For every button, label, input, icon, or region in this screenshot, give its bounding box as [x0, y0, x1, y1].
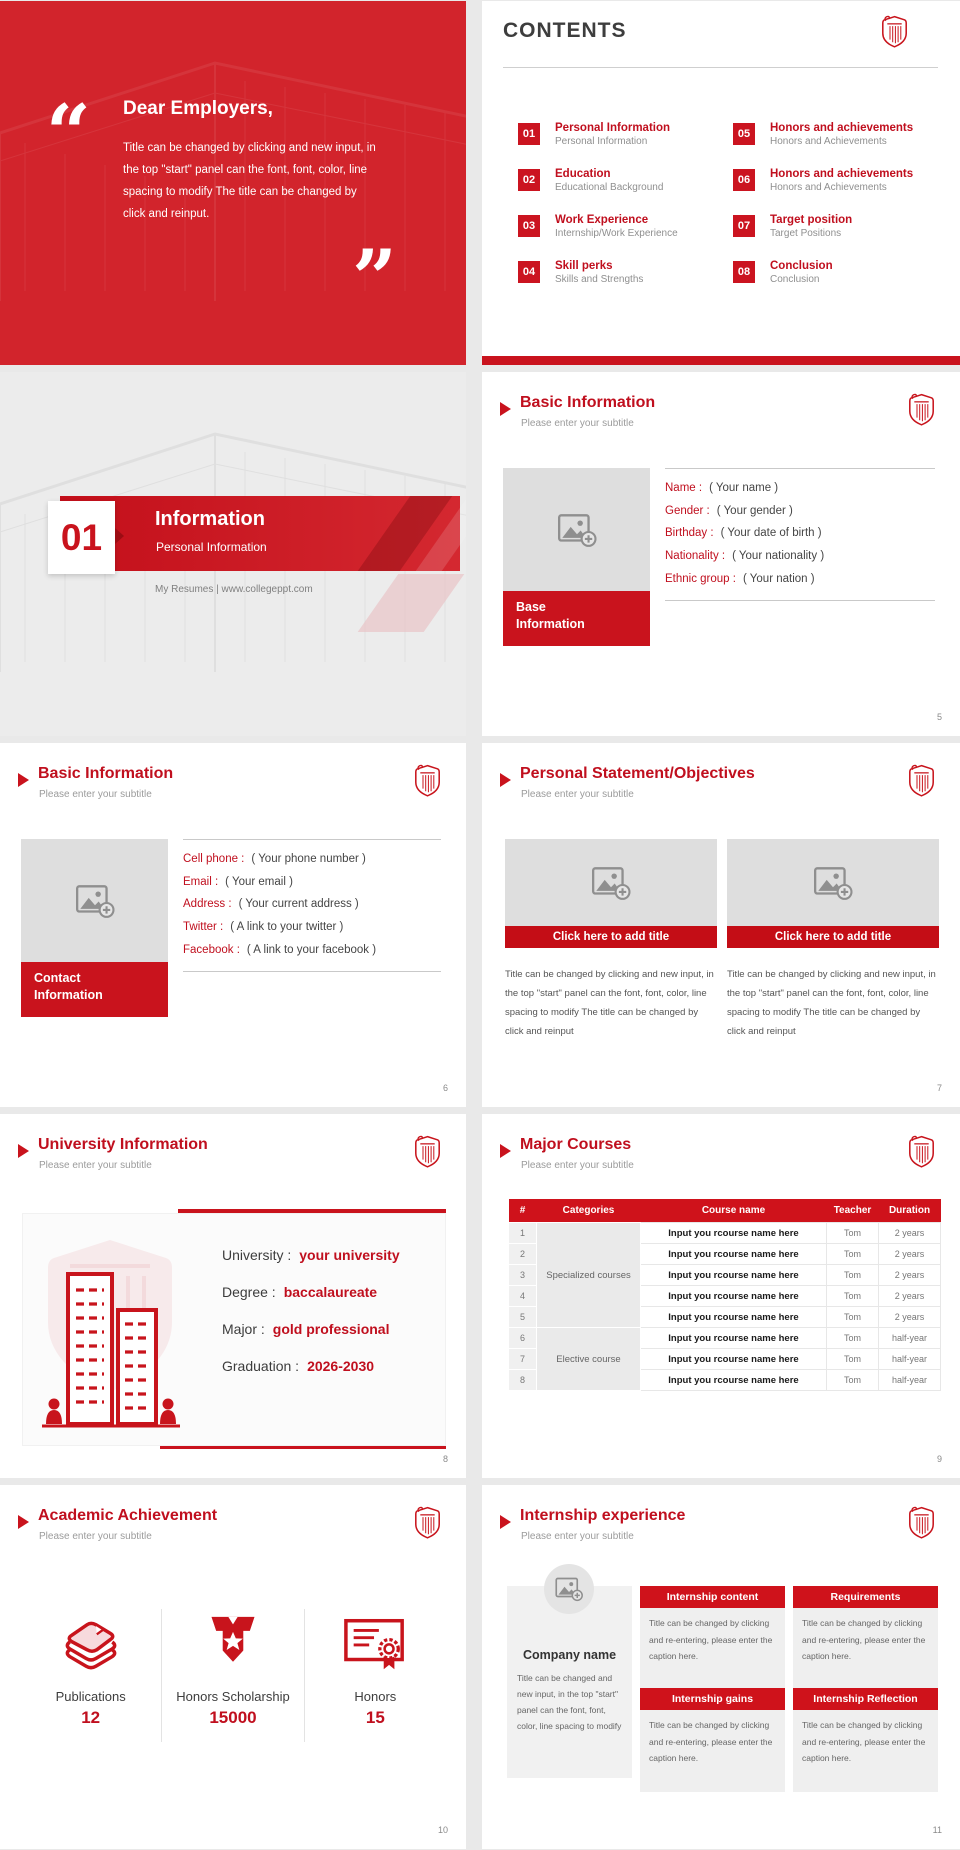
section-footer: My Resumes | www.collegeppt.com: [155, 584, 313, 595]
photo-placeholder[interactable]: [21, 839, 168, 962]
title-arrow-icon: [500, 402, 511, 416]
page-title: Personal Statement/Objectives: [520, 765, 755, 782]
slide-university-information[interactable]: [0, 1114, 466, 1478]
field-label: Gender :: [665, 504, 710, 517]
stat-label: Honors: [354, 1689, 397, 1704]
contents-title: CONTENTS: [503, 19, 627, 42]
toc-number-badge: 03: [518, 215, 540, 237]
university-shield-icon: [908, 392, 935, 427]
field-row: [183, 938, 458, 961]
page-subtitle: Please enter your subtitle: [39, 789, 152, 800]
field-row: [665, 567, 940, 590]
toc-item-subtitle: Skills and Strengths: [555, 274, 644, 286]
section-subtitle: Personal Information: [156, 540, 267, 554]
field-label: Degree :: [222, 1283, 276, 1300]
courses-table: [508, 1199, 941, 1391]
photo-placeholder[interactable]: [503, 468, 650, 591]
section-number: 01: [60, 516, 103, 558]
divider-line: [183, 971, 441, 972]
toc-item[interactable]: [733, 259, 948, 305]
field-value: ( Your phone number ): [251, 853, 366, 866]
info-badge: Base Information: [503, 591, 650, 646]
field-label: Cell phone :: [183, 853, 245, 866]
field-value: ( Your current address ): [238, 898, 359, 911]
stat-item: [304, 1609, 446, 1742]
toc-item-title: Education: [555, 168, 611, 180]
field-row: [222, 1273, 400, 1310]
field-label: Major :: [222, 1320, 265, 1337]
add-image-icon: [812, 865, 854, 901]
toc-number-badge: 08: [733, 261, 755, 283]
page-title: Basic Information: [38, 765, 174, 782]
open-quote-mark: “: [46, 88, 91, 179]
field-row: [665, 500, 940, 523]
accent-line: [160, 1446, 446, 1449]
stat-value: 15000: [209, 1708, 257, 1727]
toc-number-badge: 04: [518, 261, 540, 283]
field-list: [665, 477, 940, 590]
panel-body-text: Title can be changed by clicking and re-entering, please enter the caption here.: [640, 1710, 785, 1792]
panel-body-text: Title can be changed by clicking and re-entering, please enter the caption here.: [793, 1608, 938, 1690]
achievement-stats: [20, 1609, 446, 1742]
field-list: [183, 848, 458, 961]
table-row: 8 Input you rcourse name here Tom half-year: [509, 1370, 941, 1391]
cover-heading: Dear Employers,: [123, 98, 273, 119]
toc-number-badge: 06: [733, 169, 755, 191]
toc-item-title: Honors and achievements: [770, 168, 914, 180]
field-row: [183, 871, 458, 894]
toc-item-subtitle: Honors and Achievements: [770, 136, 887, 148]
toc-item-subtitle: Educational Background: [555, 182, 664, 194]
contents-column-left: [518, 121, 733, 305]
field-value: ( Your name ): [709, 482, 779, 495]
page-number: 7: [936, 1083, 942, 1093]
panel-body-text: Title can be changed by clicking and re-entering, please enter the caption here.: [793, 1710, 938, 1792]
title-arrow-icon: [18, 1144, 29, 1158]
internship-panel: [793, 1586, 938, 1690]
toc-item[interactable]: [733, 213, 948, 259]
column-header: Course name: [641, 1199, 827, 1223]
field-label: Address :: [183, 898, 232, 911]
add-title-button[interactable]: Click here to add title: [505, 926, 717, 948]
title-arrow-icon: [500, 1515, 511, 1529]
table-row: 5 Input you rcourse name here Tom 2 years: [509, 1307, 941, 1328]
page-subtitle: Please enter your subtitle: [521, 1531, 634, 1542]
university-shield-icon: [908, 1134, 935, 1169]
panel-body-text: Title can be changed by clicking and re-entering, please enter the caption here.: [640, 1608, 785, 1690]
field-label: Nationality :: [665, 550, 726, 563]
field-value: 2026-2030: [307, 1357, 375, 1374]
toc-item-subtitle: Conclusion: [770, 274, 820, 286]
toc-number-badge: 05: [733, 123, 755, 145]
university-shield-icon: [881, 14, 908, 49]
university-shield-icon: [414, 1505, 441, 1540]
page-subtitle: Please enter your subtitle: [521, 418, 634, 429]
photo-placeholder[interactable]: [505, 839, 717, 926]
field-value: ( A link to your twitter ): [230, 921, 344, 934]
page-title: Academic Achievement: [38, 1507, 218, 1524]
field-value: ( Your nationality ): [732, 550, 825, 563]
toc-item[interactable]: [518, 167, 733, 213]
stat-label: Publications: [55, 1689, 126, 1704]
page-number: 10: [437, 1825, 448, 1835]
field-label: Name :: [665, 482, 703, 495]
page-subtitle: Please enter your subtitle: [521, 789, 634, 800]
field-row: [665, 522, 940, 545]
slide-cover-quote[interactable]: [0, 1, 466, 365]
page-number: 11: [932, 1825, 942, 1835]
add-image-icon: [556, 512, 598, 548]
field-value: ( Your nation ): [742, 572, 815, 585]
toc-item[interactable]: [733, 167, 948, 213]
contents-column-right: [733, 121, 948, 305]
university-shield-icon: [414, 763, 441, 798]
honors-certificate-icon: [305, 1615, 446, 1673]
field-row: [665, 477, 940, 500]
university-shield-icon: [908, 1505, 935, 1540]
column-header: #: [509, 1199, 537, 1223]
scholarship-medal-icon: [162, 1615, 303, 1673]
internship-panel: [793, 1688, 938, 1792]
field-label: Graduation :: [222, 1357, 300, 1374]
page-title: Basic Information: [520, 394, 656, 411]
page-subtitle: Please enter your subtitle: [521, 1160, 634, 1171]
field-row: [222, 1236, 400, 1273]
section-title: Information: [155, 508, 265, 530]
add-title-button[interactable]: Click here to add title: [727, 926, 939, 948]
toc-item-title: Target position: [770, 214, 853, 226]
field-row: [183, 916, 458, 939]
panel-title-bar: Internship content: [640, 1586, 785, 1608]
company-name: Company name: [522, 1648, 617, 1662]
page-number: 8: [442, 1454, 448, 1464]
publications-books-icon: [20, 1615, 161, 1673]
company-card: [507, 1586, 632, 1778]
slide-contact-information[interactable]: [0, 743, 466, 1107]
title-arrow-icon: [18, 1515, 29, 1529]
page-title: Internship experience: [520, 1507, 686, 1524]
field-value: ( Your date of birth ): [720, 527, 822, 540]
campus-building-illustration: [30, 1226, 190, 1438]
add-image-icon: [590, 865, 632, 901]
add-image-icon: [74, 883, 116, 919]
column-header: Categories: [537, 1199, 641, 1223]
section-number-box: [48, 501, 115, 574]
add-image-icon: [554, 1576, 584, 1602]
info-badge: Contact Information: [21, 962, 168, 1017]
table-row: 1 Specialized courses Input you rcourse name here Tom 2 years: [509, 1223, 941, 1244]
field-label: University :: [222, 1246, 292, 1263]
page-number: 6: [442, 1083, 448, 1093]
toc-item-subtitle: Target Positions: [770, 228, 842, 240]
category-cell: Elective course: [537, 1328, 641, 1391]
table-row: 2 Input you rcourse name here Tom 2 years: [509, 1244, 941, 1265]
page-number: 5: [936, 712, 942, 722]
divider-line: [503, 67, 938, 68]
table-row: 7 Input you rcourse name here Tom half-year: [509, 1349, 941, 1370]
toc-item[interactable]: [733, 121, 948, 167]
page-title: University Information: [38, 1136, 208, 1153]
field-row: [222, 1347, 400, 1384]
title-arrow-icon: [500, 773, 511, 787]
title-arrow-icon: [18, 773, 29, 787]
slide-contents[interactable]: [482, 1, 960, 365]
field-label: Facebook :: [183, 943, 240, 956]
field-value: ( A link to your facebook ): [246, 943, 377, 956]
category-cell: Specialized courses: [537, 1223, 641, 1328]
table-row: 6 Elective course Input you rcourse name here Tom half-year: [509, 1328, 941, 1349]
field-row: [183, 893, 458, 916]
university-shield-icon: [908, 763, 935, 798]
field-value: your university: [299, 1246, 400, 1263]
panel-title-bar: Requirements: [793, 1586, 938, 1608]
stat-label: Honors Scholarship: [176, 1689, 290, 1704]
page-title: Major Courses: [520, 1136, 632, 1153]
slide-basic-information[interactable]: [482, 372, 960, 736]
toc-item[interactable]: [518, 121, 733, 167]
field-label: Birthday :: [665, 527, 714, 540]
slide-section-01[interactable]: [0, 372, 466, 736]
stat-item: [20, 1609, 161, 1742]
field-value: gold professional: [272, 1320, 390, 1337]
panel-title-bar: Internship gains: [640, 1688, 785, 1710]
close-quote-mark: ”: [352, 233, 397, 324]
table-row: 3 Input you rcourse name here Tom 2 years: [509, 1265, 941, 1286]
toc-item-title: Personal Information: [555, 122, 671, 134]
toc-number-badge: 02: [518, 169, 540, 191]
page-number: 9: [936, 1454, 942, 1464]
title-arrow-icon: [500, 1144, 511, 1158]
toc-item-subtitle: Personal Information: [555, 136, 648, 148]
toc-item-subtitle: Internship/Work Experience: [555, 228, 678, 240]
toc-item-title: Skill perks: [555, 260, 613, 272]
slide-internship-experience[interactable]: [482, 1485, 960, 1849]
toc-item-title: Work Experience: [555, 214, 649, 226]
statement-card: [727, 839, 939, 1041]
slide-major-courses[interactable]: [482, 1114, 960, 1478]
toc-item-subtitle: Honors and Achievements: [770, 182, 887, 194]
cover-body-text: Title can be changed by clicking and new input, in the top "start" panel can the font, font, color, line spacing to modify The title can be changed by click and reinput.: [123, 142, 376, 221]
internship-panel: [640, 1688, 785, 1792]
slide-academic-achievement[interactable]: [0, 1485, 466, 1849]
field-value: baccalaureate: [283, 1283, 378, 1300]
field-label: Ethnic group :: [665, 572, 736, 585]
column-header: Teacher: [827, 1199, 879, 1223]
toc-item-title: Conclusion: [770, 260, 833, 272]
field-row: [665, 545, 940, 568]
page-subtitle: Please enter your subtitle: [39, 1160, 152, 1171]
divider-line: [665, 600, 935, 601]
table-header-row: [509, 1199, 941, 1223]
statement-body-text: Title can be changed by clicking and new input, in the top "start" panel can the font, font, color, line spacing to modify The title can be changed by click and reinput: [505, 969, 714, 1037]
internship-panel: [640, 1586, 785, 1690]
university-shield-icon: [414, 1134, 441, 1169]
stat-item: [161, 1609, 303, 1742]
photo-placeholder[interactable]: [727, 839, 939, 926]
slide-personal-statement[interactable]: [482, 743, 960, 1107]
field-label: Email :: [183, 875, 219, 888]
university-field-list: [222, 1236, 400, 1384]
column-header: Duration: [879, 1199, 941, 1223]
toc-number-badge: 01: [518, 123, 540, 145]
page-subtitle: Please enter your subtitle: [39, 1531, 152, 1542]
arrow-notch: [115, 528, 124, 544]
stat-value: 12: [81, 1708, 101, 1727]
company-logo-placeholder[interactable]: [544, 1564, 594, 1614]
toc-item[interactable]: [518, 213, 733, 259]
table-row: 4 Input you rcourse name here Tom 2 years: [509, 1286, 941, 1307]
panel-title-bar: Internship Reflection: [793, 1688, 938, 1710]
toc-item[interactable]: [518, 259, 733, 305]
field-value: ( Your email ): [225, 875, 293, 888]
toc-number-badge: 07: [733, 215, 755, 237]
divider-line: [183, 839, 441, 840]
field-value: ( Your gender ): [716, 504, 793, 517]
statement-body-text: Title can be changed by clicking and new input, in the top "start" panel can the font, font, color, line spacing to modify The title can be changed by click and reinput: [727, 969, 936, 1037]
divider-line: [665, 468, 935, 469]
contents-bottom-bar: [482, 356, 960, 365]
company-description: Title can be changed and new input, in the top "start" panel can the font, font, color, line spacing to modify: [517, 1673, 622, 1731]
statement-card: [505, 839, 717, 1041]
toc-item-title: Honors and achievements: [770, 122, 914, 134]
stat-value: 15: [365, 1708, 385, 1727]
field-row: [222, 1310, 400, 1347]
field-label: Twitter :: [183, 921, 224, 934]
field-row: [183, 848, 458, 871]
